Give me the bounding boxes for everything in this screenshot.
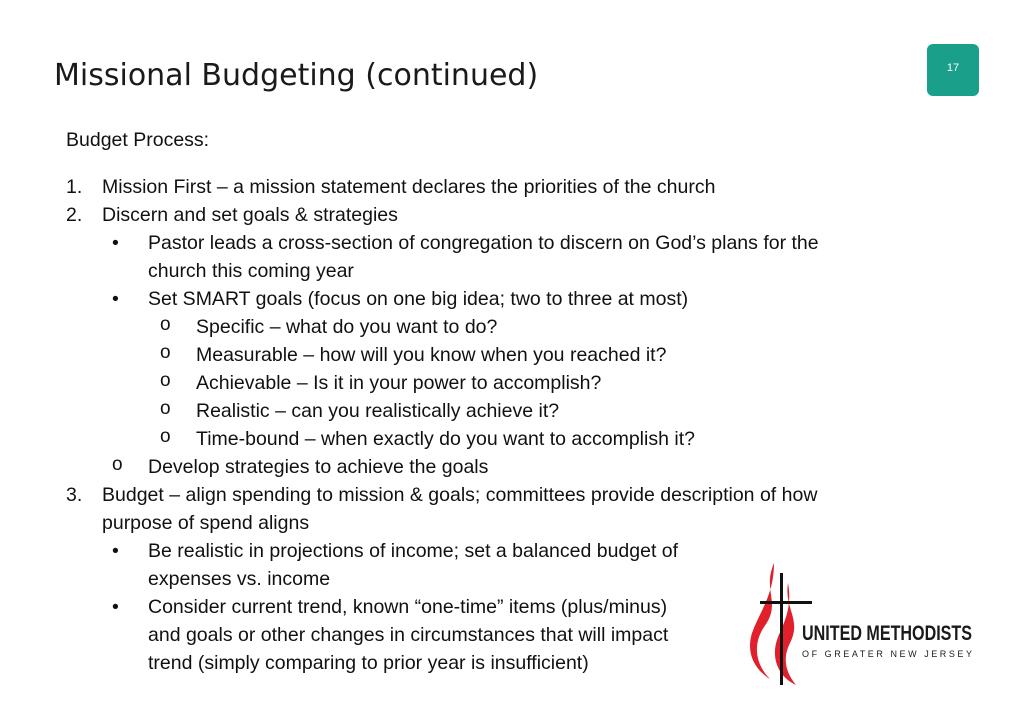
page-number: 17 <box>946 62 960 74</box>
sub-bullet-marker: o <box>160 426 171 447</box>
sub-bullet-marker: o <box>112 454 123 475</box>
list-item-continuation: purpose of spend aligns <box>102 512 310 534</box>
list-item: Realistic – can you realistically achieve it? <box>196 400 560 422</box>
list-item: Achievable – Is it in your power to accomplish? <box>196 372 602 394</box>
logo-line1: UNITED METHODISTS <box>802 622 972 645</box>
bullet-marker: • <box>112 288 119 310</box>
list-marker: 3. <box>66 484 83 506</box>
list-item-continuation: church this coming year <box>148 260 354 282</box>
bullet-marker: • <box>112 596 119 618</box>
cross-bar <box>760 601 812 604</box>
list-item: Time-bound – when exactly do you want to accomplish it? <box>196 428 695 450</box>
flame-icon <box>775 583 796 685</box>
list-marker: 2. <box>66 204 83 226</box>
slide-title: Missional Budgeting (continued) <box>54 58 539 93</box>
list-item: Discern and set goals & strategies <box>102 204 398 226</box>
flame-icon <box>750 563 774 679</box>
list-item: Be realistic in projections of income; set a balanced budget of <box>148 540 679 562</box>
page-number-badge <box>927 44 979 96</box>
bullet-marker: • <box>112 540 119 562</box>
body-heading: Budget Process: <box>66 129 210 151</box>
sub-bullet-marker: o <box>160 314 171 335</box>
list-item: Mission First – a mission statement declares the priorities of the church <box>102 176 716 198</box>
sub-bullet-marker: o <box>160 398 171 419</box>
list-item: Pastor leads a cross-section of congregation to discern on God’s plans for the <box>148 232 819 254</box>
list-item-continuation: trend (simply comparing to prior year is insufficient) <box>148 652 589 674</box>
list-item-continuation: expenses vs. income <box>148 568 331 590</box>
list-item: Develop strategies to achieve the goals <box>148 456 489 478</box>
logo-line2: OF GREATER NEW JERSEY <box>802 649 972 659</box>
sub-bullet-marker: o <box>160 342 171 363</box>
list-item-continuation: and goals or other changes in circumstances that will impact <box>148 624 669 646</box>
bullet-marker: • <box>112 232 119 254</box>
list-item: Measurable – how will you know when you reached it? <box>196 344 667 366</box>
list-marker: 1. <box>66 176 83 198</box>
list-item: Budget – align spending to mission & goals; committees provide description of how <box>102 484 818 506</box>
list-item: Consider current trend, known “one-time” items (plus/minus) <box>148 596 668 618</box>
united-methodists-logo <box>744 561 984 693</box>
list-item: Specific – what do you want to do? <box>196 316 498 338</box>
list-item: Set SMART goals (focus on one big idea; two to three at most) <box>148 288 689 310</box>
cross-icon <box>780 573 783 685</box>
sub-bullet-marker: o <box>160 370 171 391</box>
